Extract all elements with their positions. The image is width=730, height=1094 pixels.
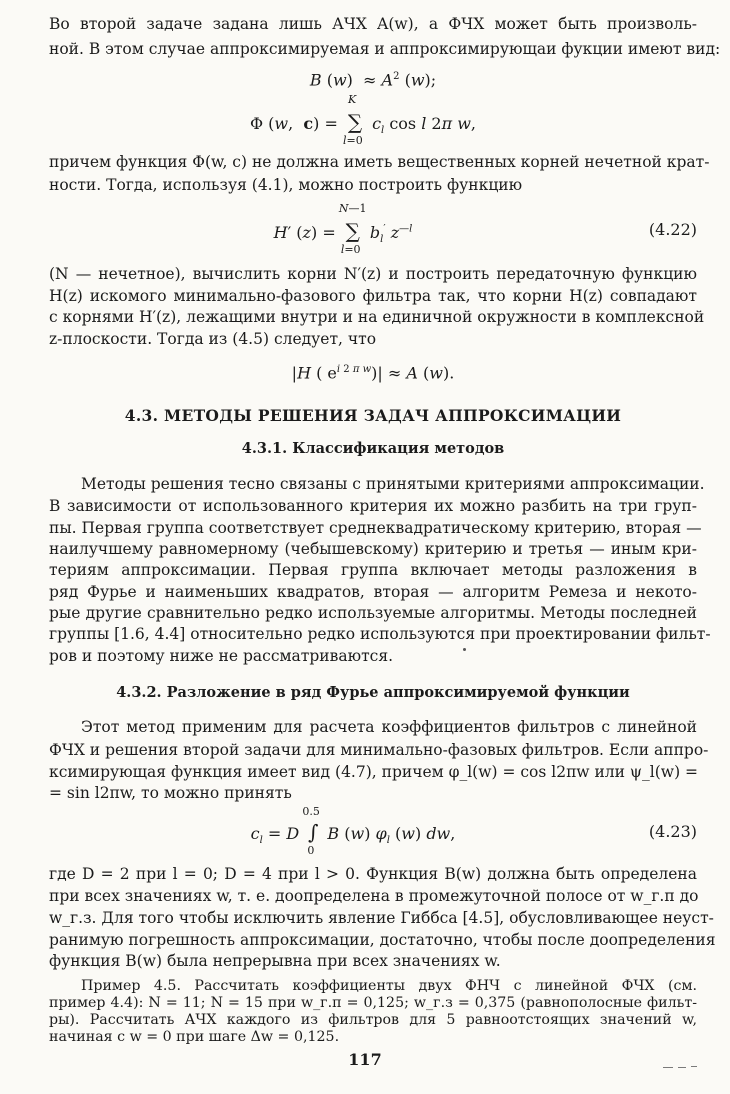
example-line-4: начиная с w = 0 при шаге Δw = 0,125. (49, 1029, 340, 1045)
paragraph-5-line-4: = sin l2πw, то можно принять (49, 784, 292, 802)
equation-phi: Φ (w, c) = K ∑ l=0 $c_l$ cos l 2π w, (249, 93, 477, 147)
print-speck (463, 648, 466, 651)
paragraph-3-line-3: с корнями H′(z), лежащими внутри и на единичной окружности в комплексной (49, 308, 705, 326)
example-line-2: пример 4.4): N = 11; N = 15 при w_г.п = 0,125; w_г.з = 0,375 (равнополосные фильт- (49, 995, 697, 1011)
example-line-3: ры). Рассчитать АЧХ каждого из фильтров для 5 равноотстоящих значений w, (49, 1012, 697, 1028)
paragraph-3-line-4: z-плоскости. Тогда из (4.5) следует, что (49, 330, 377, 348)
equation-b: B $(w) \approx A^2$ (w); (309, 70, 437, 90)
scan-mark (691, 1066, 697, 1067)
equation-c: $c_l = D$ 0.5 ∫ 0 B (w) $\varphi_l$ (w) dw, (4.23) (250, 805, 697, 857)
paragraph-3-line-1: (N — нечетное), вычислить корни N′(z) и построить передаточную функцию (49, 265, 697, 283)
paragraph-1-line-2: ной. В этом случае аппроксимируемая и аппроксимирующаи фукции имеют вид: (49, 40, 721, 58)
scan-mark (678, 1067, 686, 1068)
paragraph-5-line-2: ФЧХ и решения второй задачи для минимально-фазовых фильтров. Если аппро- (49, 741, 709, 759)
subsection-heading-4-3-1: 4.3.1. Классификация методов (241, 440, 505, 457)
paragraph-2-line-2: ности. Тогда, используя (4.1), можно построить функцию (49, 176, 523, 194)
paragraph-6-line-4: ранимую погрешность аппроксимации, достаточно, чтобы после доопределения (49, 931, 716, 949)
paragraph-4-line-9: ров и поэтому ниже не рассматриваются. (49, 647, 394, 665)
paragraph-4-line-3: пы. Первая группа соответствует среднеквадратическому критерию, вторая — (49, 519, 702, 537)
paragraph-6-line-1: где D = 2 при l = 0; D = 4 при l > 0. Функция B(w) должна быть определена (49, 865, 697, 883)
paragraph-4-line-6: ряд Фурье и наименьших квадратов, вторая — алгоритм Ремеза и некото- (49, 583, 697, 601)
paragraph-4-line-2: В зависимости от использованного критерия их можно разбить на три груп- (49, 497, 697, 515)
paragraph-5-line-3: ксимирующая функция имеет вид (4.7), причем φ_l(w) = cos l2πw или ψ_l(w) = (49, 763, 699, 781)
paragraph-4-line-8: группы [1.6, 4.4] относительно редко используются при проектировании фильт- (49, 625, 711, 643)
equation-h-prime: H′ (z) = N—1 ∑ l=0 $b_l'$ $z^{—l}$ (4.22) (273, 202, 697, 257)
paragraph-5-line-1: Этот метод применим для расчета коэффициентов фильтров с линейной (81, 718, 697, 736)
paragraph-6-line-5: функция B(w) была непрерывна при всех значениях w. (49, 952, 501, 970)
equation-abs-h: |H ( $e^{i 2 \pi w})| \approx A$ (w). (291, 363, 455, 383)
paragraph-3-line-2: H(z) искомого минимально-фазового фильтра так, что корни H(z) совпадают (49, 287, 697, 305)
scan-mark (663, 1067, 673, 1068)
paragraph-4-line-4: наилучшему равномерному (чебышевскому) критерию и третья — иным кри- (49, 540, 697, 558)
paragraph-1-line-1: Во второй задаче задана лишь АЧХ A(w), а ФЧХ может быть произволь- (49, 15, 697, 33)
example-line-1: Пример 4.5. Рассчитать коэффициенты двух ФНЧ с линейной ФЧХ (см. (81, 978, 697, 994)
subsection-heading-4-3-2: 4.3.2. Разложение в ряд Фурье аппроксимируемой функции (116, 684, 630, 701)
paragraph-6-line-3: w_г.з. Для того чтобы исключить явление Гиббса [4.5], обусловливающее неуст- (49, 909, 714, 927)
equation-number-4-22: (4.22) (648, 220, 697, 239)
section-heading-4-3: 4.3. МЕТОДЫ РЕШЕНИЯ ЗАДАЧ АППРОКСИМАЦИИ (124, 406, 622, 425)
paragraph-2-line-1: причем функция Φ(w, c) не должна иметь вещественных корней нечетной крат- (49, 153, 710, 171)
equation-number-4-23: (4.23) (648, 822, 697, 841)
paragraph-4-line-5: териям аппроксимации. Первая группа включает методы разложения в (49, 561, 697, 579)
paragraph-4-line-7: рые другие сравнительно редко используемые алгоритмы. Методы последней (49, 604, 697, 622)
page-number: 117 (348, 1050, 382, 1069)
paragraph-6-line-2: при всех значениях w, т. е. доопределена в промежуточной полосе от w_г.п до (49, 887, 699, 905)
paragraph-4-line-1: Методы решения тесно связаны с принятыми критериями аппроксимации. (81, 475, 705, 493)
